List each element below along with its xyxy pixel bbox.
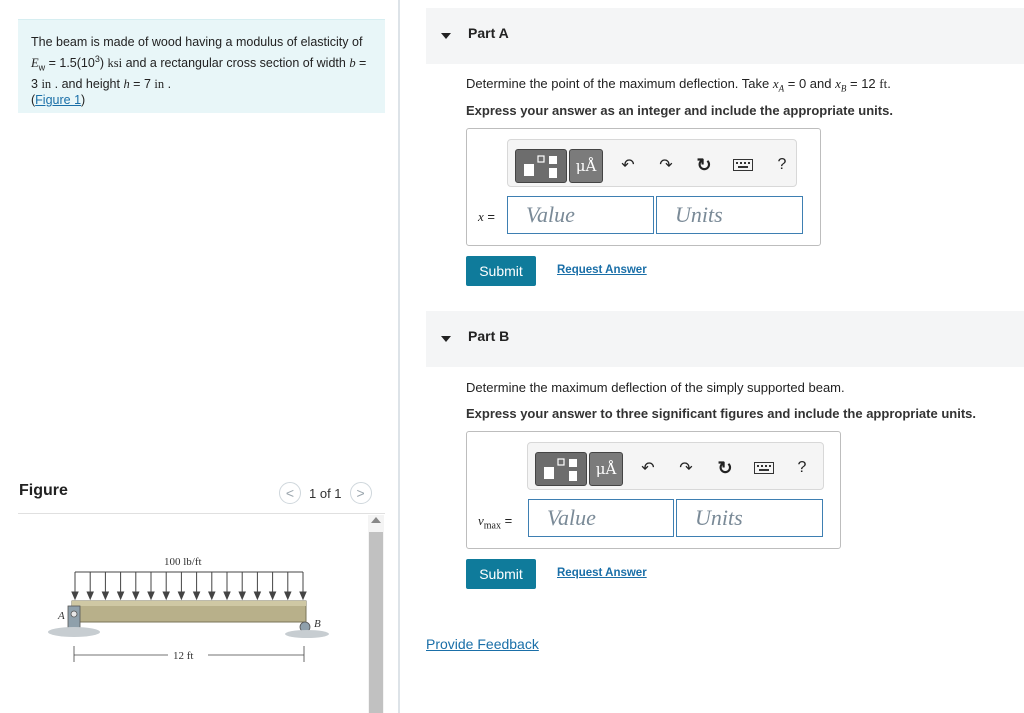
figure-link[interactable]: Figure 1	[35, 93, 82, 108]
undo-icon[interactable]: ↶	[621, 157, 635, 174]
modulus-subscript: w	[38, 62, 46, 73]
load-arrow-head	[148, 592, 154, 599]
load-arrow-head	[72, 592, 78, 599]
load-arrow-head	[118, 592, 124, 599]
help-icon[interactable]: ?	[797, 459, 807, 476]
beam-figure	[30, 548, 360, 678]
part-b-value-input[interactable]: Value	[528, 499, 674, 537]
part-a-question	[466, 76, 891, 94]
figure-header	[18, 480, 385, 514]
xb-subscript: B	[840, 83, 847, 94]
load-arrow-head	[254, 592, 260, 599]
load-arrow-head	[133, 592, 139, 599]
width-symbol: b	[349, 55, 356, 70]
next-figure-button[interactable]: >	[350, 482, 372, 504]
load-arrow-head	[224, 592, 230, 599]
part-a-answer-box	[466, 128, 821, 246]
support-a-label: A	[58, 610, 65, 622]
roller-support-b	[285, 622, 329, 638]
redo-icon[interactable]: ↷	[679, 460, 693, 477]
figure-pager	[279, 482, 372, 504]
part-b-header[interactable]	[426, 311, 1024, 367]
modulus-symbol: E	[31, 55, 39, 70]
part-b-toolbar	[527, 442, 824, 490]
load-arrow-head	[87, 592, 93, 599]
part-b-instruction: Express your answer to three significant figures and include the appropriate units.	[466, 406, 976, 421]
problem-text-end: .	[164, 76, 172, 91]
xa-symbol: x	[772, 76, 779, 91]
height-value: = 7	[129, 76, 155, 91]
width-value: = 3	[31, 55, 367, 91]
figure-scrollbar[interactable]	[368, 515, 384, 713]
height-symbol: h	[123, 76, 130, 91]
collapse-triangle-icon[interactable]	[441, 336, 451, 342]
part-a-var-symbol: x	[478, 209, 484, 224]
part-b-var-symbol: v	[478, 513, 484, 528]
figure-link-paren-open: (	[31, 93, 36, 108]
part-a-question-end: .	[887, 76, 891, 91]
undo-icon[interactable]: ↶	[641, 460, 655, 477]
redo-icon[interactable]: ↷	[659, 157, 673, 174]
load-arrow-head	[102, 592, 108, 599]
part-a-toolbar	[507, 139, 797, 187]
part-a-variable-label	[478, 209, 495, 225]
prev-figure-button[interactable]: <	[279, 482, 301, 504]
part-a-submit-button[interactable]: Submit	[466, 256, 536, 286]
load-arrow-head	[300, 592, 306, 599]
problem-statement	[18, 19, 385, 113]
part-a-question-text: Determine the point of the maximum deflection. Take	[466, 76, 773, 91]
part-a-instruction: Express your answer as an integer and include the appropriate units.	[466, 103, 893, 118]
part-b-title: Part B	[468, 328, 510, 344]
height-unit: in	[154, 76, 165, 91]
reset-icon[interactable]: ↻	[717, 457, 733, 478]
scroll-up-arrow-icon[interactable]	[371, 517, 381, 523]
problem-text-mid: and a rectangular cross section of width	[122, 55, 350, 70]
xb-value: = 12	[846, 76, 880, 91]
beam-highlight	[72, 601, 306, 606]
load-arrow-head	[270, 592, 276, 599]
load-arrow-head	[163, 592, 169, 599]
reset-icon[interactable]: ↻	[696, 154, 712, 175]
part-a-request-answer-link[interactable]: Request Answer	[557, 264, 647, 276]
units-symbol-button[interactable]: μÅ	[569, 149, 603, 183]
figure-link-paren-close: )	[81, 93, 86, 108]
part-a-value-input[interactable]: Value	[507, 196, 654, 234]
keyboard-icon[interactable]	[731, 153, 755, 177]
keyboard-icon[interactable]	[752, 456, 776, 480]
panel-divider	[398, 0, 400, 713]
part-a-header[interactable]	[426, 8, 1024, 64]
load-label: 100 lb/ft	[164, 556, 202, 568]
width-unit: in	[41, 76, 52, 91]
collapse-triangle-icon[interactable]	[441, 33, 451, 39]
load-arrows	[72, 572, 306, 599]
support-b-label: B	[314, 618, 321, 630]
part-b-var-subscript: max	[483, 520, 501, 532]
modulus-close: )	[99, 55, 108, 70]
part-b-question: Determine the maximum deflection of the simply supported beam.	[466, 380, 845, 395]
modulus-unit: ksi	[107, 55, 123, 70]
figure-title: Figure	[19, 482, 68, 499]
templates-icon[interactable]	[515, 149, 567, 183]
problem-text-height: . and height	[51, 76, 124, 91]
modulus-exponent: 3	[94, 53, 100, 64]
templates-icon[interactable]	[535, 452, 587, 486]
part-b-var-eq: =	[501, 513, 513, 528]
part-b-request-answer-link[interactable]: Request Answer	[557, 567, 647, 579]
xb-symbol: x	[835, 76, 841, 91]
modulus-value: = 1.5(10	[45, 55, 95, 70]
part-a-var-eq: =	[483, 209, 495, 224]
problem-text: The beam is made of wood having a modulus of elasticity of	[31, 35, 363, 49]
scrollbar-thumb[interactable]	[369, 532, 383, 713]
load-arrow-head	[239, 592, 245, 599]
load-arrow-head	[178, 592, 184, 599]
xb-unit: ft	[879, 76, 888, 91]
figure-pager-text: 1 of 1	[309, 485, 342, 501]
xa-subscript: A	[778, 83, 785, 94]
left-panel	[0, 0, 398, 713]
part-b-variable-label	[478, 513, 512, 532]
part-a-title: Part A	[468, 25, 509, 41]
provide-feedback-link[interactable]: Provide Feedback	[426, 636, 539, 652]
span-label: 12 ft	[173, 650, 194, 662]
load-arrow-head	[285, 592, 291, 599]
part-b-answer-box	[466, 431, 841, 549]
help-icon[interactable]: ?	[777, 156, 787, 173]
xa-value: = 0 and	[784, 76, 836, 91]
part-b-submit-button[interactable]: Submit	[466, 559, 536, 589]
load-arrow-head	[209, 592, 215, 599]
part-b-units-input[interactable]: Units	[676, 499, 823, 537]
part-a-units-input[interactable]: Units	[656, 196, 803, 234]
load-arrow-head	[194, 592, 200, 599]
units-symbol-button[interactable]: μÅ	[589, 452, 623, 486]
